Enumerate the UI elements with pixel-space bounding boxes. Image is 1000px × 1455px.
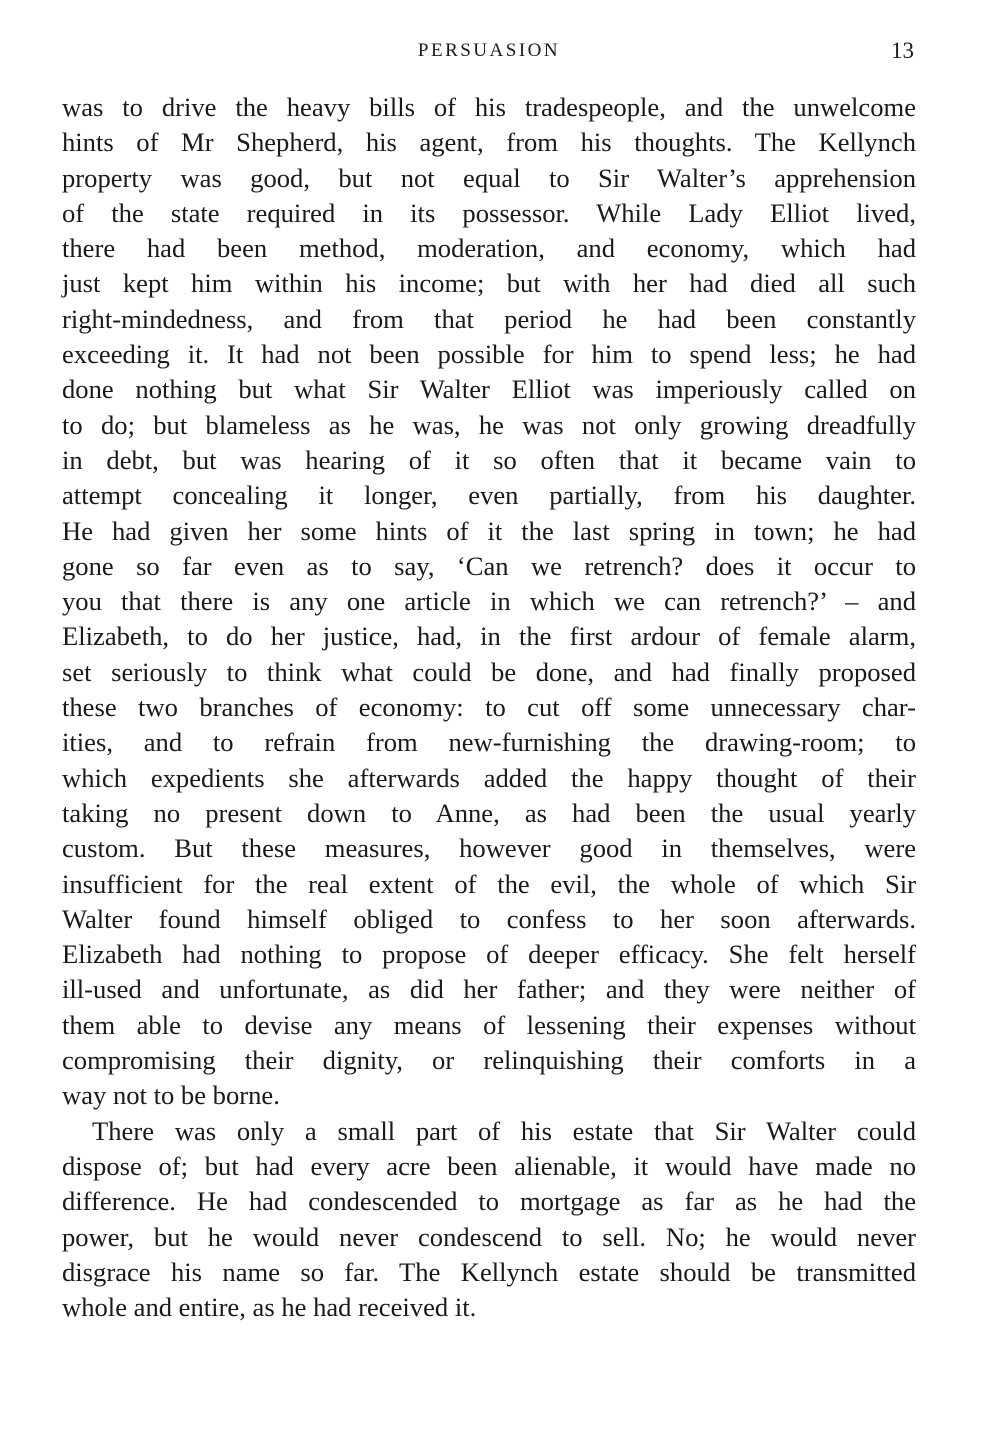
running-head [62, 38, 916, 72]
text-line: just kept him within his income; but with her had died all such [62, 268, 916, 299]
paragraph [62, 1114, 916, 1326]
text-line: to do; but blameless as he was, he was not only growing dreadfully [62, 409, 916, 440]
text-line: disgrace his name so far. The Kellynch estate should be transmitted [62, 1256, 916, 1287]
text-line: Elizabeth had nothing to propose of deeper efficacy. She felt herself [62, 939, 916, 970]
text-line: power, but he would never condescend to sell. No; he would never [62, 1221, 916, 1252]
text-line: was to drive the heavy bills of his tradespeople, and the unwelcome [62, 92, 916, 122]
text-line: He had given her some hints of it the last spring in town; he had [62, 515, 916, 546]
text-line: insufficient for the real extent of the evil, the whole of which Sir [62, 868, 916, 899]
text-line: dispose of; but had every acre been alienable, it would have made no [62, 1150, 916, 1181]
page-number: 13 [891, 38, 914, 63]
text-line: of the state required in its possessor. While Lady Elliot lived, [62, 197, 916, 228]
paragraph [62, 90, 916, 1114]
text-line: which expedients she afterwards added the happy thought of their [62, 762, 916, 793]
text-line: set seriously to think what could be done, and had finally proposed [62, 656, 916, 687]
text-line: gone so far even as to say, ‘Can we retrench? does it occur to [62, 550, 916, 581]
text-line: in debt, but was hearing of it so often that it became vain to [62, 444, 916, 475]
text-line: There was only a small part of his estate that Sir Walter could [92, 1115, 916, 1146]
text-line: right-mindedness, and from that period he had been constantly [62, 303, 916, 334]
text-line: you that there is any one article in which we can retrench?’ – and [62, 586, 916, 617]
text-line: taking no present down to Anne, as had been the usual yearly [62, 797, 916, 828]
text-line: Walter found himself obliged to confess to her soon afterwards. [62, 903, 916, 934]
text-line: exceeding it. It had not been possible for him to spend less; he had [62, 339, 916, 370]
book-page [62, 38, 916, 1325]
text-line: compromising their dignity, or relinquishing their comforts in a [62, 1045, 916, 1076]
text-line: them able to devise any means of lessening their expenses without [62, 1009, 916, 1040]
text-line: these two branches of economy: to cut off some unnecessary char- [62, 692, 916, 723]
text-line: ill-used and unfortunate, as did her father; and they were neither of [62, 974, 916, 1005]
text-line: difference. He had condescended to mortgage as far as he had the [62, 1186, 916, 1217]
text-line: way not to be borne. [62, 1080, 280, 1111]
text-line: hints of Mr Shepherd, his agent, from his thoughts. The Kellynch [62, 127, 916, 158]
text-line: custom. But these measures, however good in themselves, were [62, 833, 916, 864]
text-line: there had been method, moderation, and economy, which had [62, 233, 916, 264]
text-line: property was good, but not equal to Sir Walter’s apprehension [62, 162, 916, 193]
text-line: done nothing but what Sir Walter Elliot was imperiously called on [62, 374, 916, 405]
text-line: whole and entire, as he had received it. [62, 1292, 477, 1323]
text-line: Elizabeth, to do her justice, had, in the first ardour of female alarm, [62, 621, 916, 652]
text-line: ities, and to refrain from new-furnishing the drawing-room; to [62, 727, 916, 758]
text-line: attempt concealing it longer, even partially, from his daughter. [62, 480, 916, 511]
body-text [62, 90, 916, 1325]
running-title: PERSUASION [417, 40, 561, 61]
